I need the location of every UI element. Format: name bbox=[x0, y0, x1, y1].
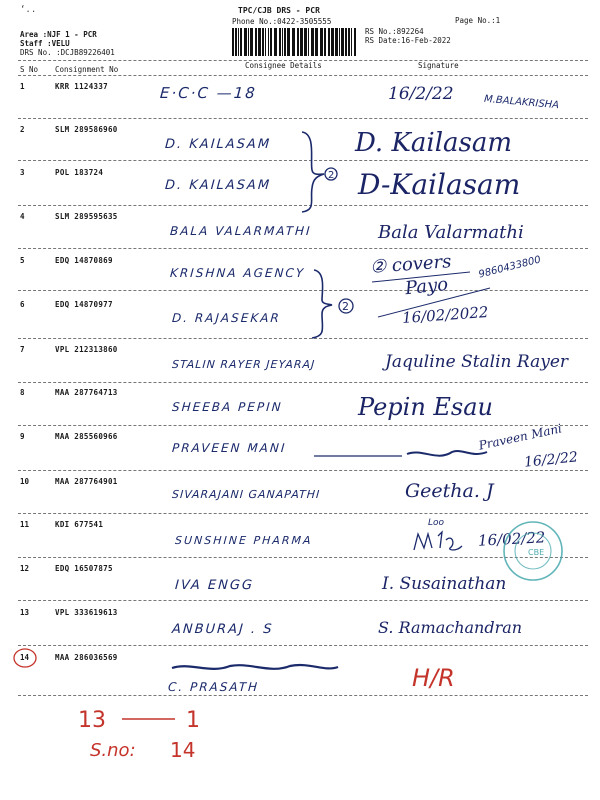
row-signature: 16/02/22 bbox=[477, 528, 546, 550]
row-signature: Praveen Mani bbox=[477, 421, 564, 453]
brace-rows-2-3 bbox=[298, 130, 338, 215]
row-signature: Jaquline Stalin Rayer bbox=[385, 352, 569, 372]
page-number: Page No.:1 bbox=[455, 16, 501, 25]
col-sno: S No bbox=[20, 65, 39, 74]
row-consignee: D. RAJASEKAR bbox=[171, 311, 282, 325]
row-sno: 9 bbox=[20, 432, 25, 441]
barcode-bar bbox=[339, 28, 340, 56]
barcode-bar bbox=[268, 28, 269, 56]
row-sno: 7 bbox=[20, 345, 25, 354]
row-phone-extra: 9860433800 bbox=[477, 254, 543, 281]
returned-count: 1 bbox=[186, 708, 200, 733]
barcode-bar bbox=[320, 28, 323, 56]
barcode-bar bbox=[235, 28, 237, 56]
col-consignee: Consignee Details bbox=[245, 61, 322, 70]
row-sno: 5 bbox=[20, 256, 25, 265]
row-payo: Payo bbox=[404, 273, 450, 300]
row-signature-extra: M.BALAKRISHA bbox=[483, 93, 560, 112]
report-title: TPC/CJB DRS - PCR bbox=[238, 6, 320, 15]
row-signature: Pepin Esau bbox=[358, 393, 493, 421]
row-consignment: VPL 333619613 bbox=[55, 608, 118, 617]
row-consignment: VPL 212313860 bbox=[55, 345, 118, 354]
row-consignment: SLM 289586960 bbox=[55, 125, 118, 134]
row-signature: I. Susainathan bbox=[382, 574, 507, 594]
row-consignee: ANBURAJ . S bbox=[171, 622, 274, 637]
barcode-bar bbox=[335, 28, 338, 56]
row-consignee: IVA ENGG bbox=[174, 578, 255, 593]
row-consignee: D. KAILASAM bbox=[164, 178, 272, 193]
row-signature: 16/02/2022 bbox=[401, 303, 489, 327]
rs-date: RS Date:16-Feb-2022 bbox=[365, 36, 451, 45]
struck-out-name bbox=[170, 660, 340, 676]
col-consignment: Consignment No bbox=[55, 65, 119, 74]
row-consignment: EDQ 16507875 bbox=[55, 564, 113, 573]
row-sno: 1 bbox=[20, 82, 25, 91]
barcode-bar bbox=[304, 28, 307, 56]
row-signature-date: 16/2/22 bbox=[523, 449, 579, 471]
svg-text:2: 2 bbox=[328, 170, 335, 181]
row-consignee: PRAVEEN MANI bbox=[171, 441, 287, 455]
row-consignment: MAA 287764713 bbox=[55, 388, 118, 397]
sno-total: 14 bbox=[170, 738, 196, 762]
barcode-bar bbox=[287, 28, 290, 56]
row-consignment: EDQ 14870977 bbox=[55, 300, 113, 309]
barcode-bar bbox=[315, 28, 318, 56]
barcode-bar bbox=[297, 28, 299, 56]
row-sno: 11 bbox=[20, 520, 30, 529]
row-consignment: EDQ 14870869 bbox=[55, 256, 113, 265]
barcode-bar bbox=[270, 28, 272, 56]
barcode-bar bbox=[274, 28, 277, 56]
brace-rows-5-6 bbox=[310, 268, 360, 343]
row-sno: 12 bbox=[20, 564, 30, 573]
rs-number: RS No.:892264 bbox=[365, 27, 424, 36]
barcode-bar bbox=[328, 28, 330, 56]
row-sno: 6 bbox=[20, 300, 25, 309]
staff-label: Staff :VELU bbox=[20, 39, 70, 48]
row-consignment: KRR 1124337 bbox=[55, 82, 108, 91]
col-signature: Signature bbox=[418, 61, 459, 70]
row-consignee: D. KAILASAM bbox=[164, 137, 272, 152]
barcode-bar bbox=[265, 28, 266, 56]
row-consignment: MAA 286036569 bbox=[55, 653, 118, 662]
row-sno: 8 bbox=[20, 388, 25, 397]
barcode-bar bbox=[258, 28, 261, 56]
row-consignment: MAA 287764901 bbox=[55, 477, 118, 486]
drs-number: DRS No. :DCJB89226401 bbox=[20, 48, 115, 57]
row-signature: S. Ramachandran bbox=[378, 618, 523, 637]
row-consignment: KDI 677541 bbox=[55, 520, 104, 529]
delivered-count: 13 bbox=[78, 708, 106, 733]
row-signature: D-Kailasam bbox=[358, 168, 521, 201]
row-consignee: BALA VALARMATHI bbox=[169, 224, 313, 238]
dash-stroke bbox=[120, 714, 180, 724]
row-sno: 13 bbox=[20, 608, 30, 617]
row-consignment: MAA 285560966 bbox=[55, 432, 118, 441]
row-consignee: SUNSHINE PHARMA bbox=[174, 534, 313, 547]
barcode-bar bbox=[292, 28, 295, 56]
barcode-bar bbox=[324, 28, 326, 56]
row-sno: 2 bbox=[20, 125, 25, 134]
row-consignment: SLM 289595635 bbox=[55, 212, 118, 221]
row-consignee: E·C·C —18 bbox=[159, 84, 258, 102]
barcode-bar bbox=[284, 28, 286, 56]
row-signature: Geetha. J bbox=[405, 480, 494, 502]
corner-mark: ‘.. bbox=[20, 5, 37, 15]
svg-text:2: 2 bbox=[342, 300, 349, 313]
barcode-bar bbox=[351, 28, 352, 56]
barcode-bar bbox=[250, 28, 253, 56]
row-sno: 3 bbox=[20, 168, 25, 177]
row-signature: D. Kailasam bbox=[355, 128, 513, 158]
row-consignee: SIVARAJANI GANAPATHI bbox=[171, 488, 321, 501]
barcode-bar bbox=[348, 28, 350, 56]
row-signature: ② covers bbox=[369, 251, 453, 278]
barcode-bar bbox=[244, 28, 247, 56]
row-consignment: POL 183724 bbox=[55, 168, 104, 177]
row-sno: 4 bbox=[20, 212, 25, 221]
row-note: Loo bbox=[428, 518, 445, 528]
company-stamp bbox=[502, 520, 564, 582]
barcode-bar bbox=[354, 28, 356, 56]
row-consignee: STALIN RAYER JEYARAJ bbox=[171, 358, 316, 371]
svg-text:CBE: CBE bbox=[528, 548, 545, 557]
ink-strokes-row5 bbox=[370, 262, 500, 322]
sno-label: S.no: bbox=[90, 740, 136, 761]
row-consignee: KRISHNA AGENCY bbox=[169, 266, 306, 280]
row-signature: Bala Valarmathi bbox=[378, 222, 524, 243]
barcode-bar bbox=[262, 28, 264, 56]
row-signature: 16/2/22 bbox=[388, 84, 454, 104]
barcode-bar bbox=[300, 28, 303, 56]
barcode-bar bbox=[308, 28, 309, 56]
row-sno: 10 bbox=[20, 477, 30, 486]
barcode-bar bbox=[240, 28, 242, 56]
row-sno: 14 bbox=[20, 653, 30, 662]
row-consignee: C. PRASATH bbox=[167, 680, 260, 694]
barcode-bar bbox=[248, 28, 249, 56]
barcode-bar bbox=[345, 28, 347, 56]
row-consignee: SHEEBA PEPIN bbox=[171, 400, 284, 414]
barcode-bar bbox=[311, 28, 314, 56]
barcode-bar bbox=[255, 28, 257, 56]
barcode-bar bbox=[331, 28, 334, 56]
barcode-bar bbox=[341, 28, 344, 56]
row-status-hr: H/R bbox=[412, 664, 455, 692]
barcode-bar bbox=[238, 28, 239, 56]
barcode-bar bbox=[279, 28, 281, 56]
barcode-bar bbox=[282, 28, 283, 56]
barcode bbox=[232, 28, 360, 58]
area-label: Area :NJF 1 - PCR bbox=[20, 30, 97, 39]
phone-number: Phone No.:0422-3505555 bbox=[232, 17, 332, 26]
barcode-bar bbox=[232, 28, 234, 56]
signature-scrawl bbox=[412, 526, 472, 556]
